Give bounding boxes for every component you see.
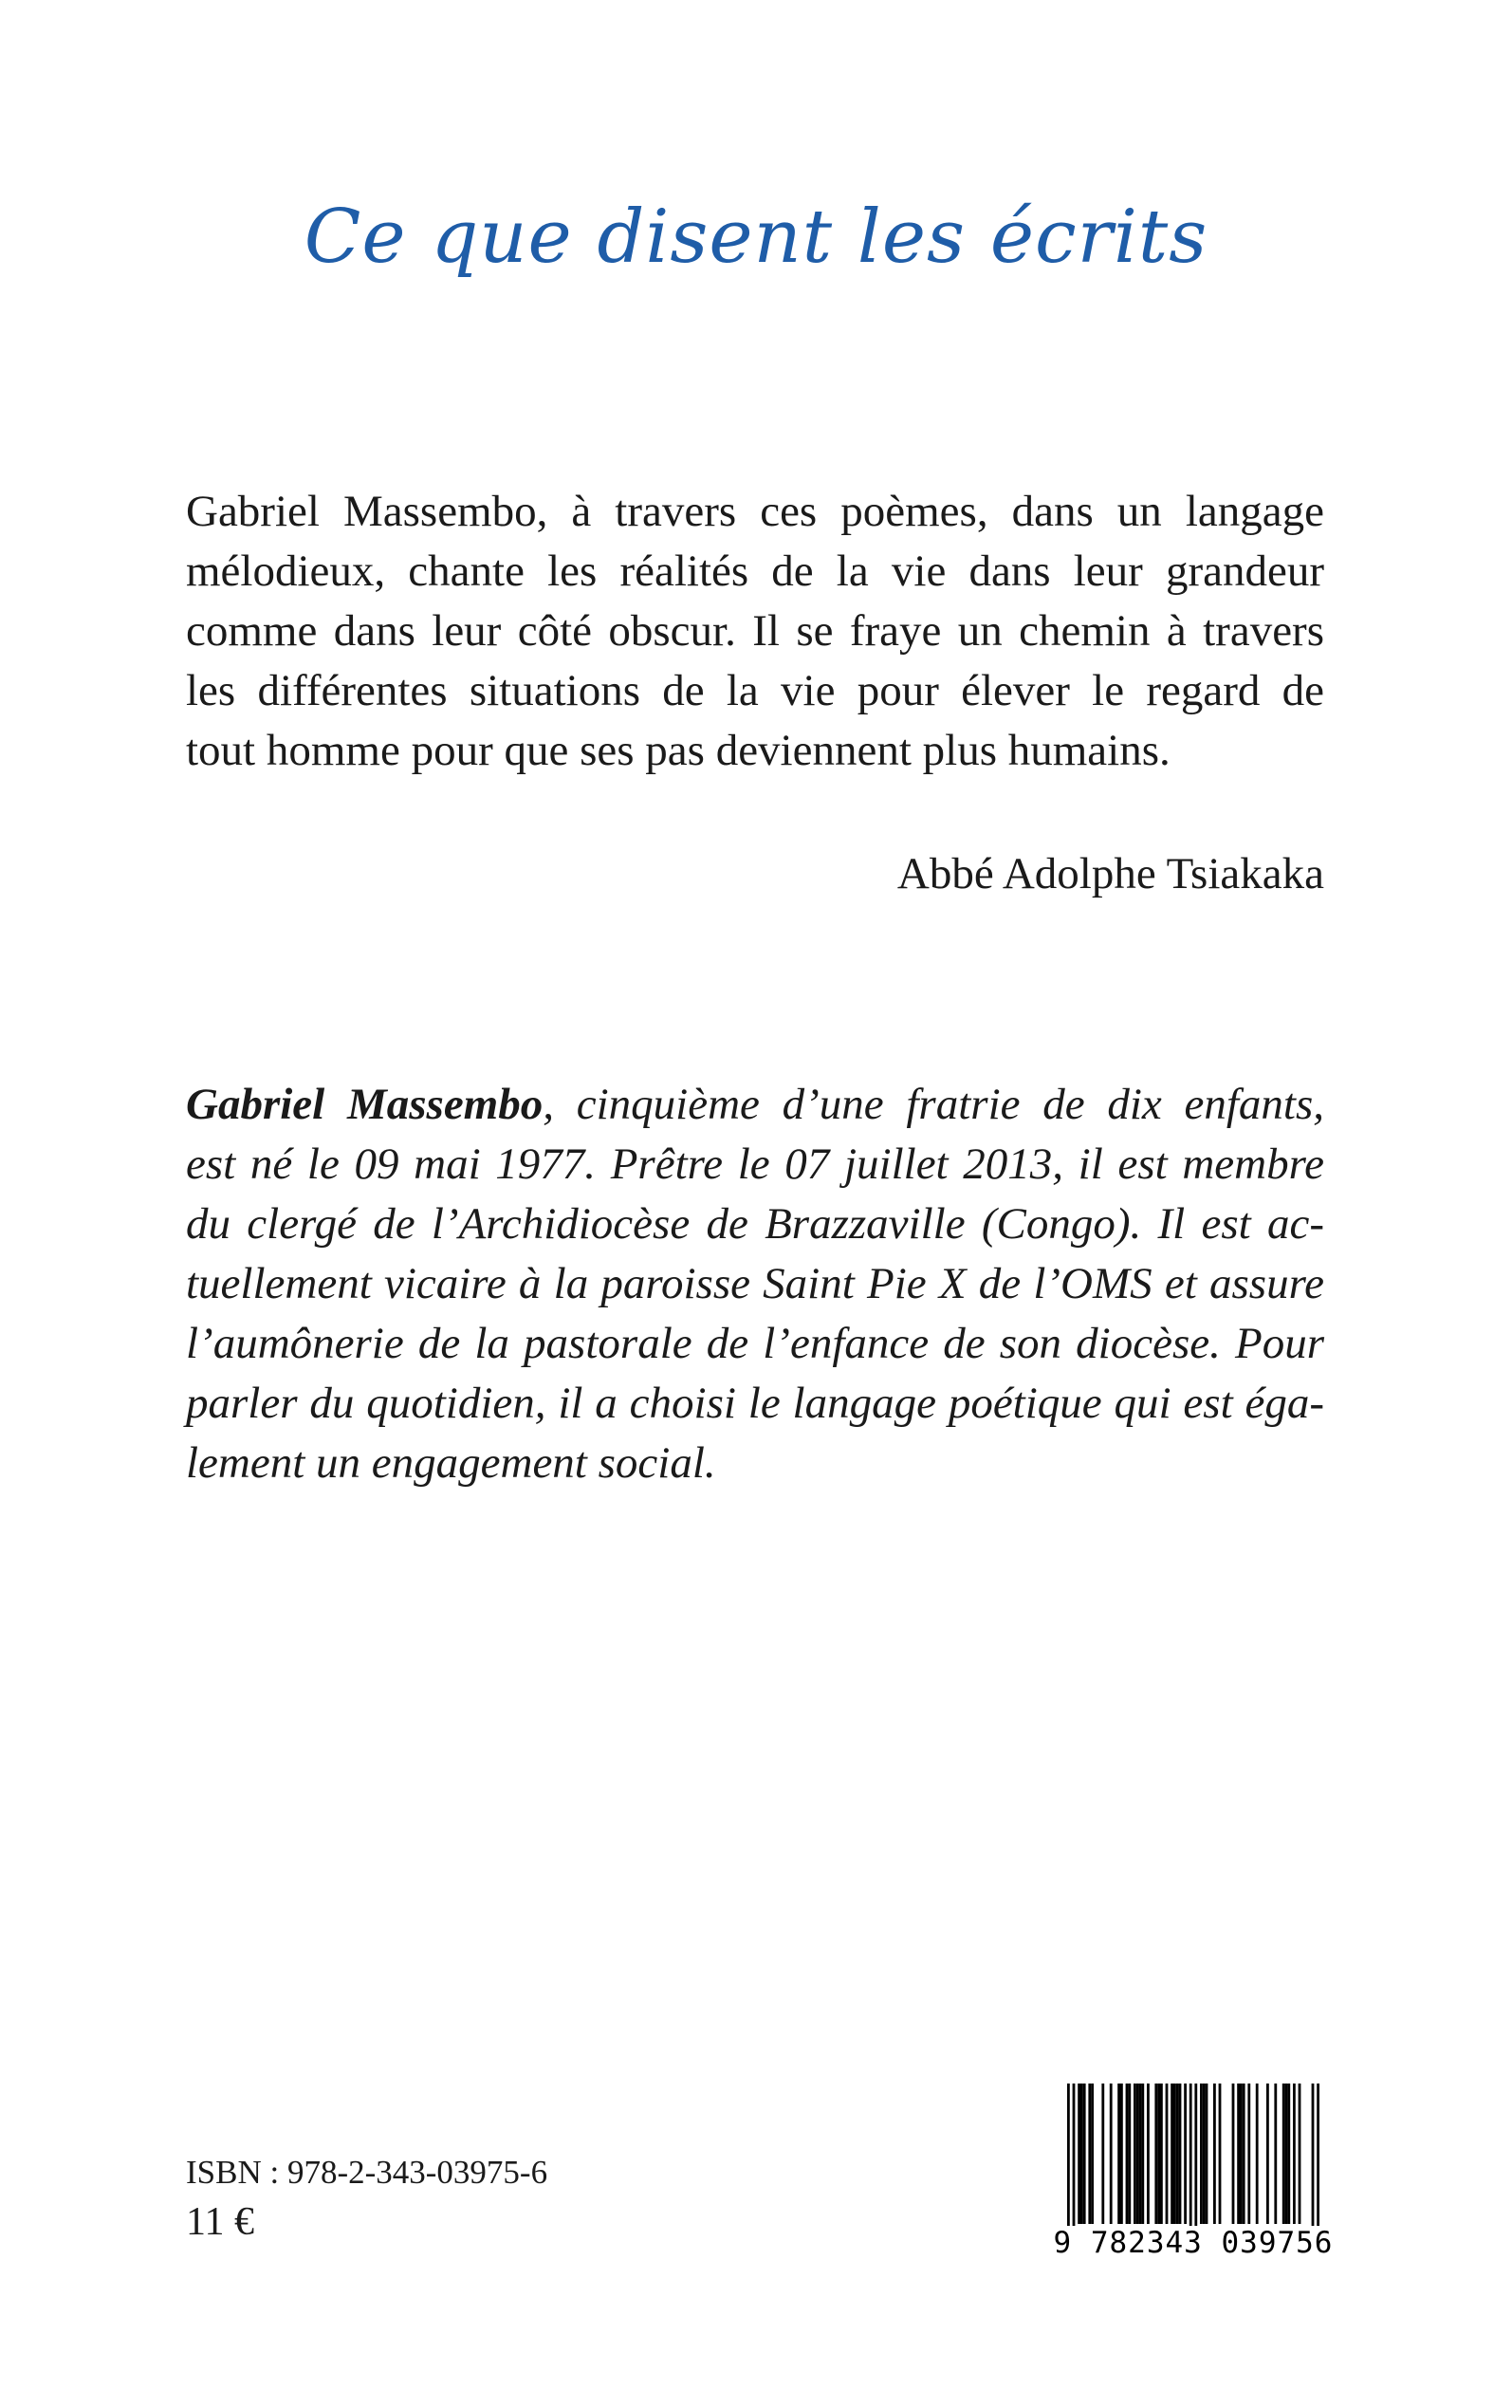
barcode-bar xyxy=(1293,2084,1296,2224)
barcode-bar xyxy=(1243,2084,1245,2224)
barcode-bar xyxy=(1160,2084,1163,2224)
barcode-bar xyxy=(1206,2084,1208,2224)
book-title: Ce que disent les écrits xyxy=(304,194,1208,280)
price-label: 11 € xyxy=(186,2200,254,2244)
barcode-bar xyxy=(1126,2084,1129,2224)
barcode-bar xyxy=(1179,2084,1182,2224)
barcode-bar xyxy=(1176,2084,1179,2224)
barcode-bar xyxy=(1312,2084,1315,2235)
bio-author-name: Gabriel Massembo xyxy=(186,1080,544,1129)
barcode-bar xyxy=(1299,2084,1301,2224)
barcode-digits: 9 782343 039756 xyxy=(1049,2226,1337,2260)
bio-line: tuellement vicaire à la paroisse Saint Pie X de l’OMS et assure xyxy=(186,1259,1324,1308)
bio-line: l’aumônerie de la pastorale de l’enfance de son diocèse. Pour xyxy=(186,1319,1324,1368)
barcode-bar xyxy=(1166,2084,1169,2224)
blurb-line: tout homme pour que ses pas deviennent plus humains. xyxy=(186,726,1171,775)
blurb-signature: Abbé Adolphe Tsiakaka xyxy=(896,849,1324,898)
barcode-bar xyxy=(1240,2084,1243,2224)
barcode-bar xyxy=(1203,2084,1206,2224)
barcode-bar xyxy=(1274,2084,1277,2224)
barcode-bar xyxy=(1078,2084,1080,2224)
bio-line: est né le 09 mai 1977. Prêtre le 07 juillet 2013, il est membre xyxy=(186,1139,1324,1189)
barcode-bar xyxy=(1237,2084,1240,2224)
blurb-line: les différentes situations de la vie pour élever le regard de xyxy=(186,666,1324,715)
bio-line xyxy=(186,1075,1324,1135)
author-bio xyxy=(186,1075,1324,1493)
barcode-bar xyxy=(1200,2084,1203,2224)
barcode-bar xyxy=(1154,2084,1157,2224)
barcode-bar xyxy=(1073,2084,1076,2235)
barcode xyxy=(1049,2084,1337,2273)
barcode-bar xyxy=(1282,2084,1285,2224)
barcode-bar xyxy=(1141,2084,1144,2224)
barcode-bar xyxy=(1139,2084,1142,2224)
barcode-bar xyxy=(1157,2084,1160,2224)
bio-line: du clergé de l’Archidiocèse de Brazzaville (Congo). Il est ac- xyxy=(186,1199,1324,1249)
barcode-bar xyxy=(1184,2084,1187,2224)
bio-first-line-rest: , cinquième d’une fratrie de dix enfants, xyxy=(543,1080,1324,1129)
barcode-bar xyxy=(1091,2084,1094,2224)
barcode-bars xyxy=(1049,2084,1337,2235)
blurb-line: mélodieux, chante les réalités de la vie dans leur grandeur xyxy=(186,546,1324,596)
blurb-line: Gabriel Massembo, à travers ces poèmes, dans un langage xyxy=(186,487,1324,536)
blurb-paragraph xyxy=(186,482,1324,781)
bio-line: lement un engagement social. xyxy=(186,1438,716,1488)
barcode-bar xyxy=(1213,2084,1216,2224)
barcode-bar xyxy=(1083,2084,1086,2224)
barcode-bar xyxy=(1101,2084,1104,2224)
barcode-bar xyxy=(1117,2084,1120,2224)
barcode-bar xyxy=(1173,2084,1176,2224)
barcode-bar xyxy=(1232,2084,1235,2224)
barcode-bar xyxy=(1120,2084,1123,2224)
barcode-bar xyxy=(1080,2084,1083,2224)
barcode-bar xyxy=(1067,2084,1070,2235)
barcode-bar xyxy=(1287,2084,1290,2224)
barcode-bar xyxy=(1256,2084,1259,2224)
isbn-label: ISBN : 978-2-343-03975-6 xyxy=(186,2154,548,2191)
barcode-bar xyxy=(1266,2084,1269,2224)
bio-line: parler du quotidien, il a choisi le langage poétique qui est éga- xyxy=(186,1379,1324,1428)
barcode-bar xyxy=(1147,2084,1150,2224)
barcode-bar xyxy=(1171,2084,1173,2224)
barcode-bar xyxy=(1247,2084,1250,2224)
barcode-bar xyxy=(1285,2084,1288,2224)
barcode-bar xyxy=(1136,2084,1139,2224)
barcode-bar xyxy=(1134,2084,1136,2224)
barcode-bar xyxy=(1128,2084,1131,2224)
barcode-bar xyxy=(1194,2084,1197,2235)
barcode-bar xyxy=(1110,2084,1113,2224)
blurb-line: comme dans leur côté obscur. Il se fraye un chemin à travers xyxy=(186,606,1324,656)
barcode-bar xyxy=(1088,2084,1091,2224)
barcode-bar xyxy=(1219,2084,1222,2224)
barcode-bar xyxy=(1189,2084,1192,2235)
barcode-bar xyxy=(1317,2084,1319,2235)
